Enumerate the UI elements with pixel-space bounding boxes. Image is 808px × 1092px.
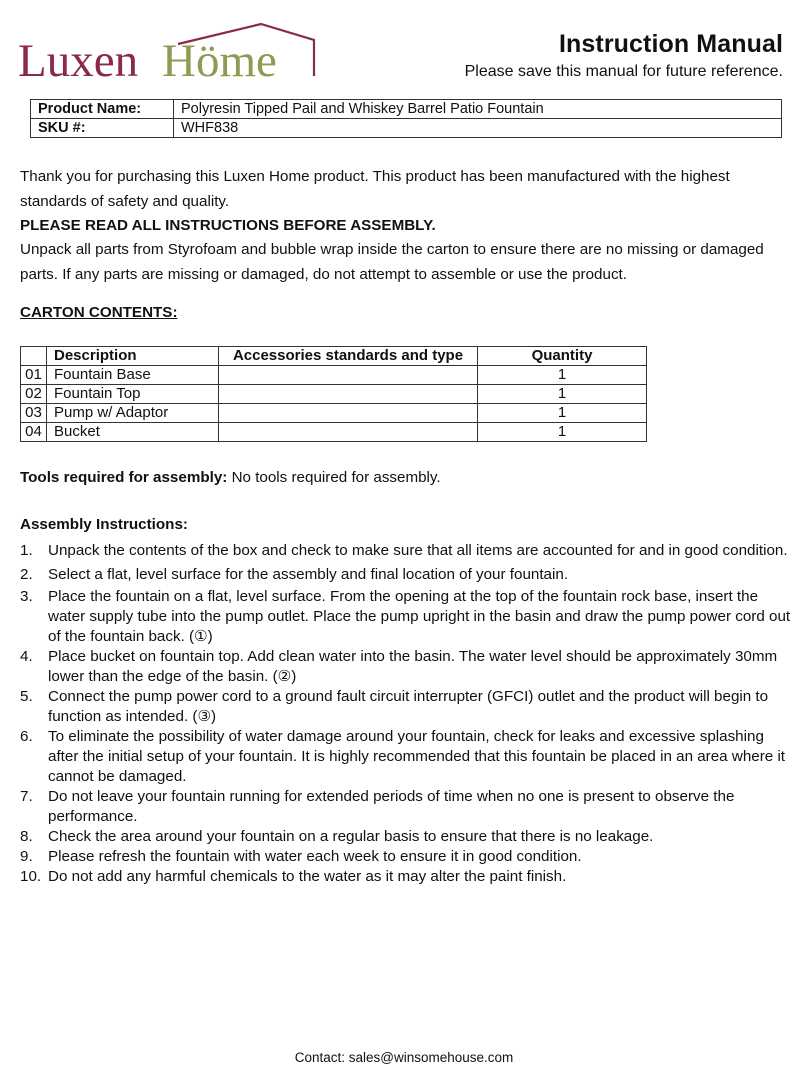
step-text: Place the fountain on a flat, level surface. From the opening at the top of the fountain rock base, insert the water supply tube into the pump outlet. Place the pump upright in the basin and draw the pump power cord out of the fountain back. (①) bbox=[48, 588, 791, 645]
item-accessories bbox=[219, 404, 478, 423]
list-item bbox=[20, 847, 795, 867]
item-accessories bbox=[219, 423, 478, 442]
step-text: Connect the pump power cord to a ground fault circuit interrupter (GFCI) outlet and the product will begin to function as intended. (③) bbox=[48, 688, 769, 725]
item-number: 01 bbox=[21, 366, 47, 385]
step-text: To eliminate the possibility of water damage around your fountain, check for leaks and excessive splashing after the initial setup of your fountain. It is highly recommended that this fountain be placed in an area where it cannot be damaged. bbox=[48, 728, 786, 785]
item-quantity: 1 bbox=[478, 404, 647, 423]
step-number: 7. bbox=[20, 788, 33, 805]
item-description: Fountain Top bbox=[47, 385, 219, 404]
item-number: 03 bbox=[21, 404, 47, 423]
column-header: Description bbox=[47, 347, 219, 366]
sku-value: WHF838 bbox=[174, 119, 782, 138]
step-number: 6. bbox=[20, 728, 33, 745]
tools-label: Tools required for assembly: bbox=[20, 469, 228, 486]
sku-label: SKU #: bbox=[31, 119, 174, 138]
list-item bbox=[20, 587, 795, 647]
page-title: Instruction Manual bbox=[558, 30, 783, 58]
column-header bbox=[21, 347, 47, 366]
step-text: Do not add any harmful chemicals to the water as it may alter the paint finish. bbox=[48, 868, 567, 885]
product-name-label: Product Name: bbox=[31, 100, 174, 119]
step-number: 9. bbox=[20, 848, 33, 865]
step-number: 8. bbox=[20, 828, 33, 845]
step-number: 3. bbox=[20, 588, 33, 605]
logo-luxen-text: Luxen bbox=[18, 35, 139, 87]
logo-home-text: Höme bbox=[162, 35, 277, 87]
page-subtitle: Please save this manual for future reference. bbox=[464, 63, 783, 80]
step-number: 4. bbox=[20, 648, 33, 665]
contact-footer: Contact: sales@winsomehouse.com bbox=[294, 1050, 514, 1065]
item-description: Fountain Base bbox=[47, 366, 219, 385]
assembly-steps-list bbox=[20, 539, 795, 887]
tools-value: No tools required for assembly. bbox=[227, 469, 441, 486]
step-text: Please refresh the fountain with water each week to ensure it in good condition. bbox=[48, 848, 582, 865]
item-number: 02 bbox=[21, 385, 47, 404]
brand-logo bbox=[18, 18, 318, 88]
logo-house-icon bbox=[18, 18, 318, 88]
table-row bbox=[31, 100, 782, 119]
item-description: Bucket bbox=[47, 423, 219, 442]
assembly-heading: Assembly Instructions: bbox=[20, 516, 188, 533]
carton-heading: CARTON CONTENTS: bbox=[20, 304, 178, 321]
list-item bbox=[20, 787, 795, 827]
product-name-value: Polyresin Tipped Pail and Whiskey Barrel Patio Fountain bbox=[174, 100, 782, 119]
step-number: 5. bbox=[20, 688, 33, 705]
column-header: Accessories standards and type bbox=[219, 347, 478, 366]
column-header: Quantity bbox=[478, 347, 647, 366]
item-quantity: 1 bbox=[478, 366, 647, 385]
list-item bbox=[20, 647, 795, 687]
list-item bbox=[20, 827, 795, 847]
item-accessories bbox=[219, 385, 478, 404]
carton-contents-table bbox=[20, 346, 647, 442]
step-text: Check the area around your fountain on a regular basis to ensure that there is no leakage. bbox=[48, 828, 654, 845]
step-text: Unpack the contents of the box and check to make sure that all items are accounted for and in good condition. bbox=[48, 542, 788, 559]
item-quantity: 1 bbox=[478, 423, 647, 442]
step-number: 1. bbox=[20, 542, 33, 559]
step-number: 10. bbox=[20, 868, 42, 885]
item-number: 04 bbox=[21, 423, 47, 442]
table-row bbox=[31, 119, 782, 138]
list-item bbox=[20, 727, 795, 787]
step-text: Select a flat, level surface for the assembly and final location of your fountain. bbox=[48, 566, 569, 583]
table-row bbox=[21, 404, 647, 423]
list-item bbox=[20, 563, 795, 587]
table-row bbox=[21, 423, 647, 442]
list-item bbox=[20, 539, 795, 563]
step-text: Place bucket on fountain top. Add clean water into the basin. The water level should be approximately 30mm lower than the edge of the basin. (②) bbox=[48, 648, 778, 685]
table-row bbox=[21, 366, 647, 385]
product-info-table bbox=[30, 99, 782, 138]
read-all-notice: PLEASE READ ALL INSTRUCTIONS BEFORE ASSEMBLY. bbox=[20, 217, 436, 234]
table-header-row bbox=[21, 347, 647, 366]
step-number: 2. bbox=[20, 566, 33, 583]
intro-thanks: Thank you for purchasing this Luxen Home product. This product has been manufactured with the highest standards of safety and quality. bbox=[20, 168, 730, 210]
list-item bbox=[20, 867, 795, 887]
item-accessories bbox=[219, 366, 478, 385]
item-description: Pump w/ Adaptor bbox=[47, 404, 219, 423]
list-item bbox=[20, 687, 795, 727]
table-row bbox=[21, 385, 647, 404]
tools-required bbox=[20, 466, 790, 491]
intro-unpack: Unpack all parts from Styrofoam and bubble wrap inside the carton to ensure there are no missing or damaged parts. If any parts are missing or damaged, do not attempt to assemble or use the product. bbox=[20, 241, 764, 283]
item-quantity: 1 bbox=[478, 385, 647, 404]
step-text: Do not leave your fountain running for extended periods of time when no one is present to observe the performance. bbox=[48, 788, 735, 825]
